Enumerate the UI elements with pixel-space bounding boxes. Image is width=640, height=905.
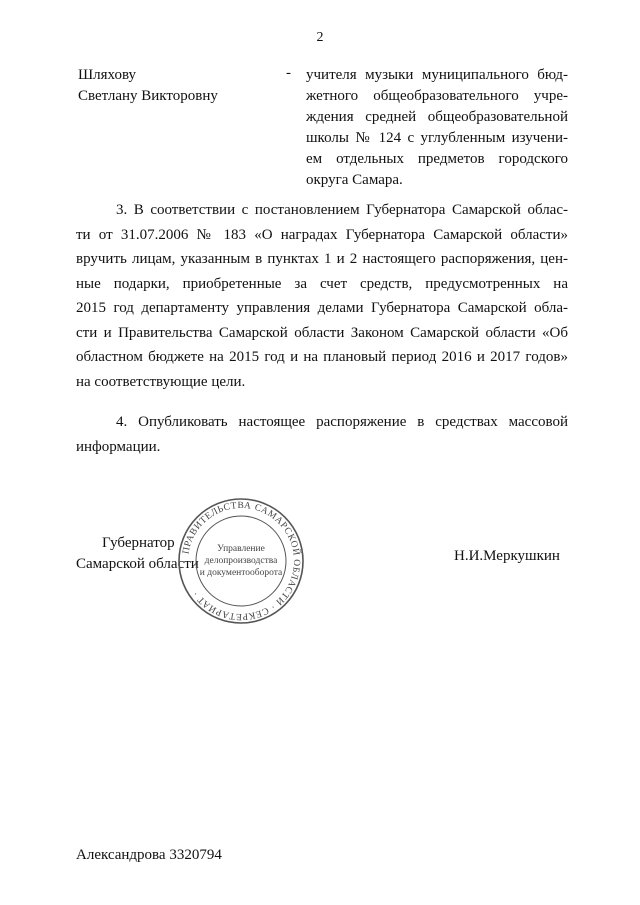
signatory-title-line: Губернатор <box>102 535 175 551</box>
paragraph-3 <box>76 198 568 394</box>
name-description-dash: - <box>286 65 291 81</box>
page-number: 2 <box>316 30 324 45</box>
svg-text:Управление: Управление <box>217 544 265 554</box>
paragraph-line: 3. В соответствии с постановлением Губернатора Самарской облас- <box>116 202 568 218</box>
description-line: школы № 124 с углубленным изучени- <box>306 130 568 146</box>
signatory-name: Н.И.Меркушкин <box>454 548 560 564</box>
executor-contact: Александрова 3320794 <box>76 847 222 863</box>
recipient-surname: Шляхову <box>78 67 137 83</box>
recipient-name <box>78 65 218 107</box>
paragraph-line: сти и Правительства Самарской области Законом Самарской области «Об <box>76 324 568 341</box>
paragraph-line: 4. Опубликовать настоящее распоряжение в средствах массовой <box>116 414 568 430</box>
paragraph-line: 2015 год департаменту управления делами Губернатора Самарской обла- <box>76 300 568 316</box>
description-line: жетного общеобразовательного учре- <box>306 88 568 104</box>
paragraph-line: ные подарки, приобретенные за счет средств, предусмотренных на <box>76 275 568 292</box>
svg-text:делопроизводства: делопроизводства <box>204 556 278 566</box>
description-line: округа Самара. <box>306 172 403 188</box>
svg-text:ПРАВИТЕЛЬСТВА САМАРСКОЙ ОБЛАСТ: ПРАВИТЕЛЬСТВА САМАРСКОЙ ОБЛАСТИ · СЕКРЕТАРИАТ · <box>181 500 302 622</box>
description-line: ем отдельных предметов городского <box>306 151 568 167</box>
svg-text:и документооборота: и документооборота <box>199 568 283 578</box>
paragraph-4 <box>76 410 568 459</box>
recipient-given-names: Светлану Викторовну <box>78 88 218 104</box>
paragraph-line: ти от 31.07.2006 № 183 «О наградах Губернатора Самарской области» <box>76 226 568 243</box>
paragraph-line: информации. <box>76 438 161 455</box>
description-line: учителя музыки муниципального бюд- <box>306 67 568 83</box>
signatory-title-line: Самарской области <box>76 556 199 572</box>
paragraph-line: областном бюджете на 2015 год и на плановый период 2016 и 2017 годов» <box>76 349 568 365</box>
recipient-description <box>306 65 568 191</box>
description-line: ждения средней общеобразовательной <box>306 109 568 125</box>
paragraph-line: вручить лицам, указанным в пунктах 1 и 2 настоящего распоряжения, цен- <box>76 251 568 267</box>
paragraph-line: на соответствующие цели. <box>76 373 246 390</box>
official-stamp <box>176 496 306 626</box>
